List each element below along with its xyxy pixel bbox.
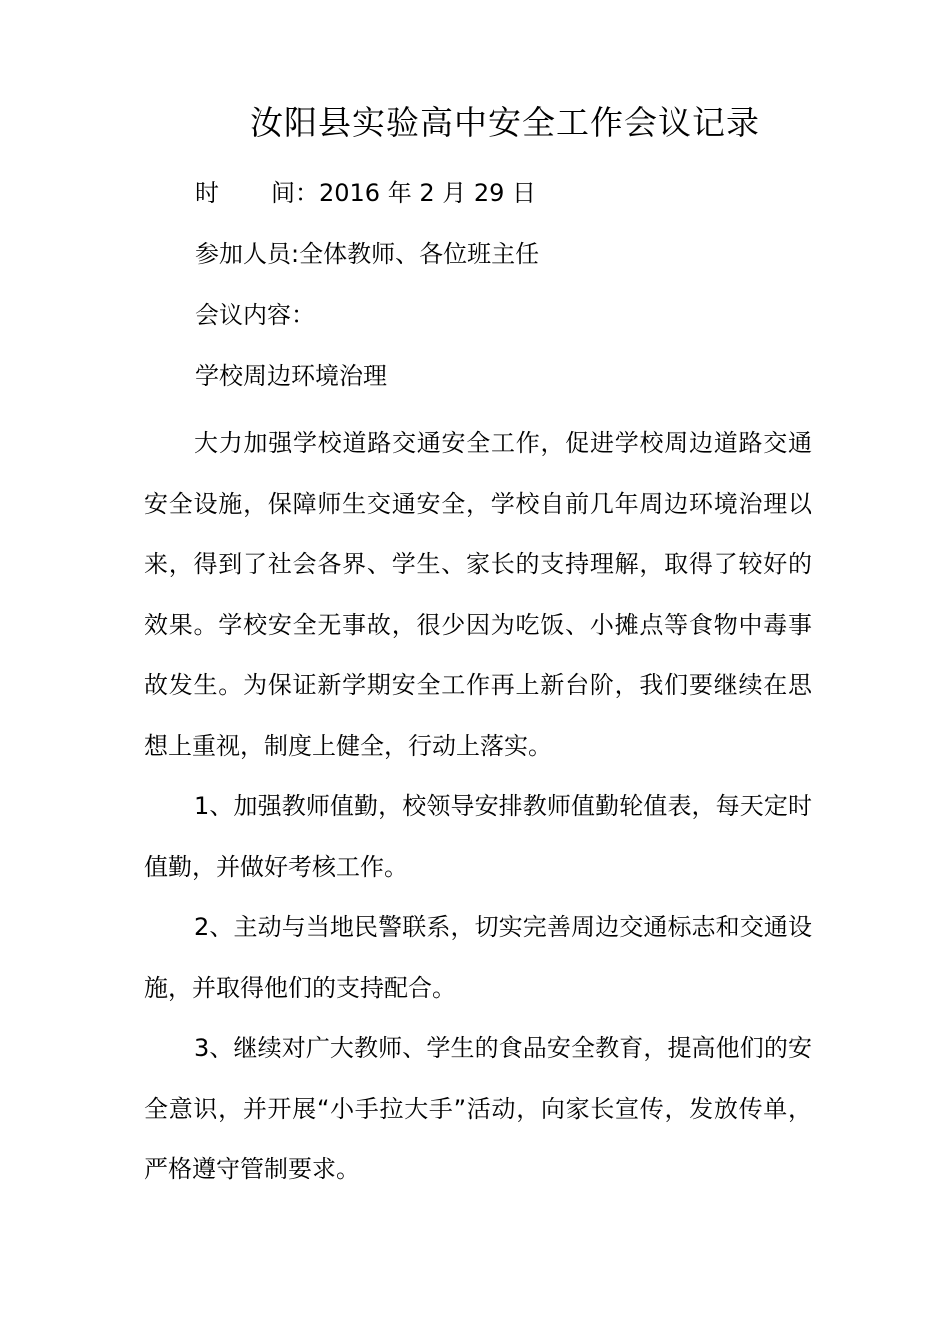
time-label-a: 时 <box>195 179 219 207</box>
meeting-body <box>144 413 812 1200</box>
attendees-value: 全体教师、各位班主任 <box>299 240 540 268</box>
body-paragraph-intro: 大力加强学校道路交通安全工作，促进学校周边道路交通安全设施，保障师生交通安全，学校自前几年周边环境治理以来，得到了社会各界、学生、家长的支持理解，取得了较好的效果。学校安全无事故，很少因为吃饭、小摊点等食物中毒事故发生。为保证新学期安全工作再上新台阶，我们要继续在思想上重视，制度上健全，行动上落实。 <box>144 429 812 760</box>
time-label-b: 间： <box>271 179 319 207</box>
meeting-content-label: 会议内容： <box>195 301 315 329</box>
meeting-attendees <box>195 234 539 274</box>
body-paragraph-item-2: 2、主动与当地民警联系，切实完善周边交通标志和交通设施，并取得他们的支持配合。 <box>144 913 812 1002</box>
body-paragraph-item-1: 1、加强教师值勤，校领导安排教师值勤轮值表，每天定时值勤，并做好考核工作。 <box>144 792 812 881</box>
time-value: 2016 年 2 月 29 日 <box>319 179 537 207</box>
body-paragraph-item-3: 3、继续对广大教师、学生的食品安全教育，提高他们的安全意识，并开展“小手拉大手”活动，向家长宣传，发放传单，严格遵守管制要求。 <box>144 1034 812 1183</box>
meeting-time <box>195 173 536 213</box>
section-title: 学校周边环境治理 <box>195 362 387 390</box>
document-title: 汝阳县实验高中安全工作会议记录 <box>250 103 760 142</box>
attendees-label: 参加人员: <box>195 240 300 268</box>
